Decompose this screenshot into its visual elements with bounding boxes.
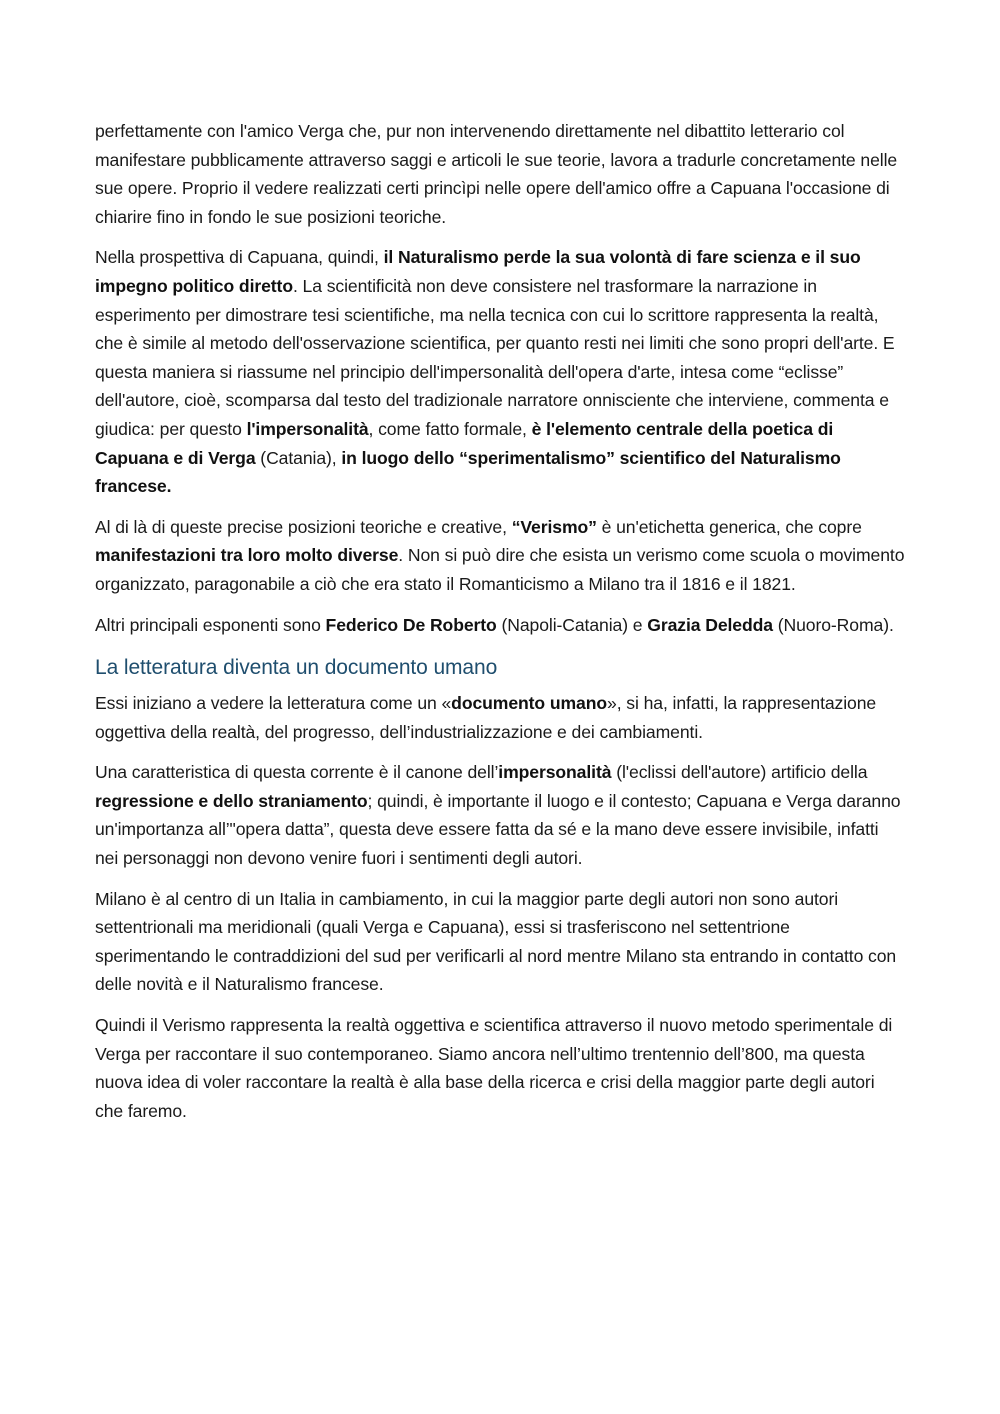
text-run: . Non si può dire che esista un verismo come scuola o movimento organizzato, paragonabile a ciò che era stato il Romanticismo a Milano tra il 1816 e il 1821. — [95, 545, 905, 594]
text-run: Quindi il Verismo rappresenta la realtà oggettiva e scientifica attraverso il nuovo metodo sperimentale di Verga per raccontare il suo contemporaneo. Siamo ancora nell’ultimo trentennio dell’800, ma questa nuova idea di voler raccontare la realtà è alla base della ricerca e crisi della maggior parte degli autori che faremo. — [95, 1015, 893, 1121]
bold-text-run: impersonalità — [498, 762, 612, 783]
text-run: (l'eclissi dell'autore) artificio della — [611, 762, 868, 783]
paragraph — [95, 1011, 905, 1125]
bold-text-run: manifestazioni tra loro molto diverse — [95, 545, 399, 566]
text-run: (Nuoro-Roma). — [772, 614, 894, 635]
bold-text-run: l'impersonalità — [246, 418, 369, 439]
text-run: Milano è al centro di un Italia in cambiamento, in cui la maggior parte degli autori non sono autori settentrionali ma meridionali (quali Verga e Capuana), essi si trasferiscono nel settentrione sperimentando le contraddizioni del sud per verificarli al nord mentre Milano sta entrando in contatto con delle novità e il Naturalismo francese. — [95, 888, 897, 995]
paragraph — [95, 513, 905, 599]
text-run: Essi iniziano a vedere la letteratura come un « — [95, 693, 452, 714]
paragraph — [95, 689, 905, 746]
text-run: Al di là di queste precise posizioni teoriche e creative, — [95, 516, 512, 537]
body-text-top — [95, 117, 905, 639]
text-run: Nella prospettiva di Capuana, quindi, — [95, 247, 384, 268]
paragraph — [95, 885, 905, 999]
text-run: Altri principali esponenti sono — [95, 614, 326, 635]
bold-text-run: Grazia Deledda — [647, 614, 773, 635]
paragraph — [95, 758, 905, 872]
bold-text-run: Federico De Roberto — [325, 614, 497, 635]
section-heading: La letteratura diventa un documento umano — [95, 656, 498, 680]
document-page — [95, 117, 905, 1137]
text-run: », si ha, infatti, la rappresentazione oggettiva della realtà, del progresso, dell’industrializzazione e dei cambiamenti. — [95, 693, 877, 742]
text-run: (Catania), — [255, 447, 342, 468]
paragraph — [95, 243, 905, 500]
text-run: , come fatto formale, — [368, 418, 532, 439]
text-run: ; quindi, è importante il luogo e il contesto; Capuana e Verga daranno un'importanza all’"opera datta”, questa deve essere fatta da sé e la mano deve essere invisibile, infatti nei personaggi non devono venire fuori i sentimenti degli autori. — [95, 790, 901, 869]
text-run: perfettamente con l'amico Verga che, pur non intervenendo direttamente nel dibattito letterario col manifestare pubblicamente attraverso saggi e articoli le sue teorie, lavora a tradurle concretamente nelle sue opere. Proprio il vedere realizzati certi princìpi nelle opere dell'amico offre a Capuana l'occasione di chiarire fino in fondo le sue posizioni teoriche. — [95, 121, 898, 227]
paragraph — [95, 611, 905, 640]
paragraph — [95, 117, 905, 231]
text-run: è un'etichetta generica, che copre — [596, 516, 862, 537]
bold-text-run: il Naturalismo perde la sua volontà di fare scienza e il suo impegno politico diretto — [95, 247, 861, 296]
bold-text-run: documento umano — [451, 693, 608, 714]
text-run: . La scientificità non deve consistere nel trasformare la narrazione in esperimento per dimostrare tesi scientifiche, ma nella tecnica con cui lo scrittore rappresenta la realtà, che è simile al metodo dell'osservazione scientifica, per quanto resti nei limiti che sono propri dell'arte. E questa maniera si riassume nel principio dell'impersonalità dell'opera d'arte, intesa come “eclisse” dell'autore, cioè, scomparsa dal testo del tradizionale narratore onnisciente che interviene, commenta e giudica: per questo — [95, 275, 895, 439]
bold-text-run: in luogo dello “sperimentalismo” scientifico del Naturalismo francese. — [95, 447, 841, 497]
text-run: (Napoli-Catania) e — [496, 614, 648, 635]
text-run: Una caratteristica di questa corrente è il canone dell’ — [95, 762, 499, 783]
bold-text-run: è l'elemento centrale della poetica di Capuana e di Verga — [95, 418, 834, 468]
bold-text-run: regressione e dello straniamento — [95, 790, 368, 811]
bold-text-run: “Verismo” — [511, 516, 597, 537]
body-text-bottom — [95, 689, 905, 1125]
